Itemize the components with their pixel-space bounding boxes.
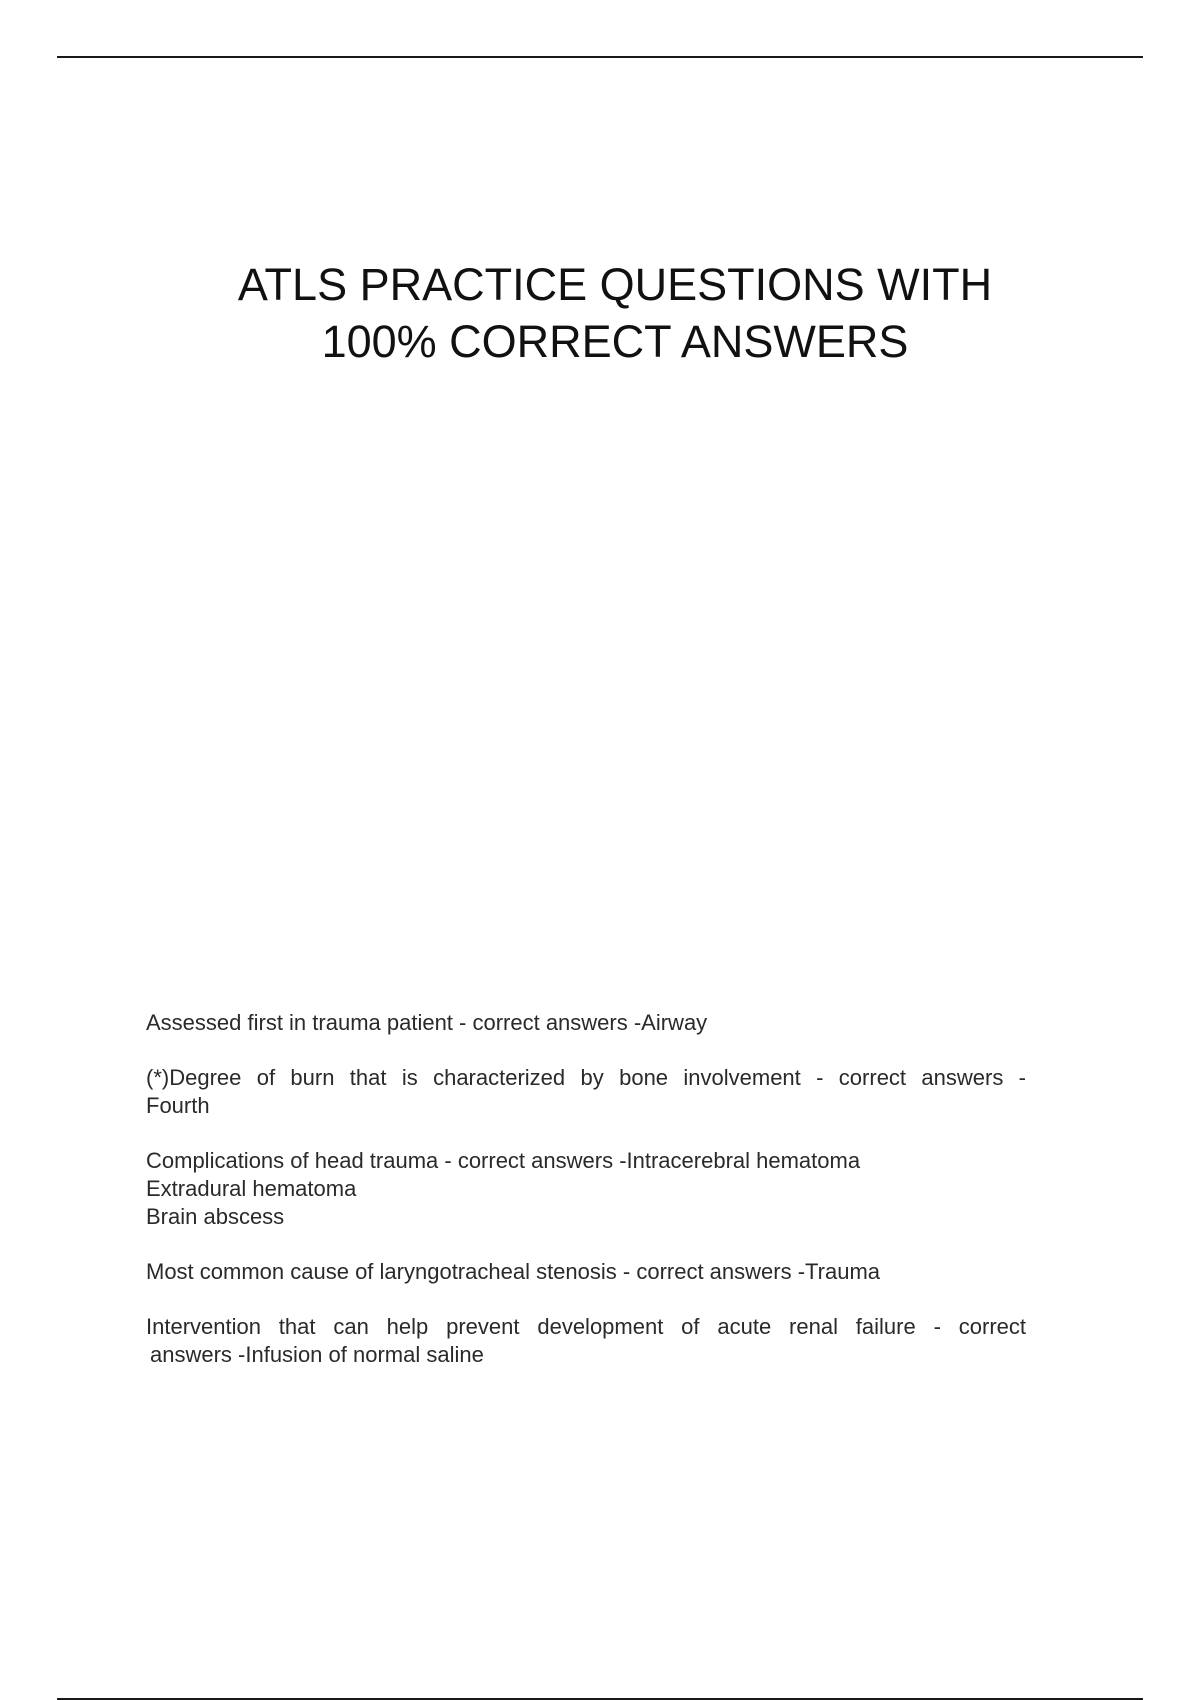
question-answer-item — [146, 1313, 1026, 1369]
qa-text-line: Intervention that can help prevent development of acute renal failure - correct — [146, 1314, 1026, 1339]
qa-text-line: answers -Infusion of normal saline — [150, 1342, 484, 1367]
qa-text-line: Assessed first in trauma patient - correct answers -Airway — [146, 1010, 708, 1035]
qa-text-line: Brain abscess — [146, 1204, 285, 1229]
question-answer-item — [146, 1009, 1026, 1037]
header-rule — [57, 56, 1143, 58]
question-answer-item — [146, 1147, 1026, 1231]
question-answer-item — [146, 1064, 1026, 1120]
document-title — [0, 256, 1200, 370]
question-answer-list — [146, 1009, 1026, 1396]
qa-text-line: (*)Degree of burn that is characterized by bone involvement - correct answers - — [146, 1065, 1026, 1090]
qa-text-line: Most common cause of laryngotracheal stenosis - correct answers -Trauma — [146, 1259, 881, 1284]
document-title-line-2: 100% CORRECT ANSWERS — [321, 316, 909, 367]
document-title-line-1: ATLS PRACTICE QUESTIONS WITH — [237, 259, 993, 310]
qa-text-line: Fourth — [146, 1093, 210, 1118]
question-answer-item — [146, 1258, 1026, 1286]
qa-text-line: Complications of head trauma - correct answers -Intracerebral hematoma — [146, 1148, 861, 1173]
qa-text-line: Extradural hematoma — [146, 1176, 357, 1201]
